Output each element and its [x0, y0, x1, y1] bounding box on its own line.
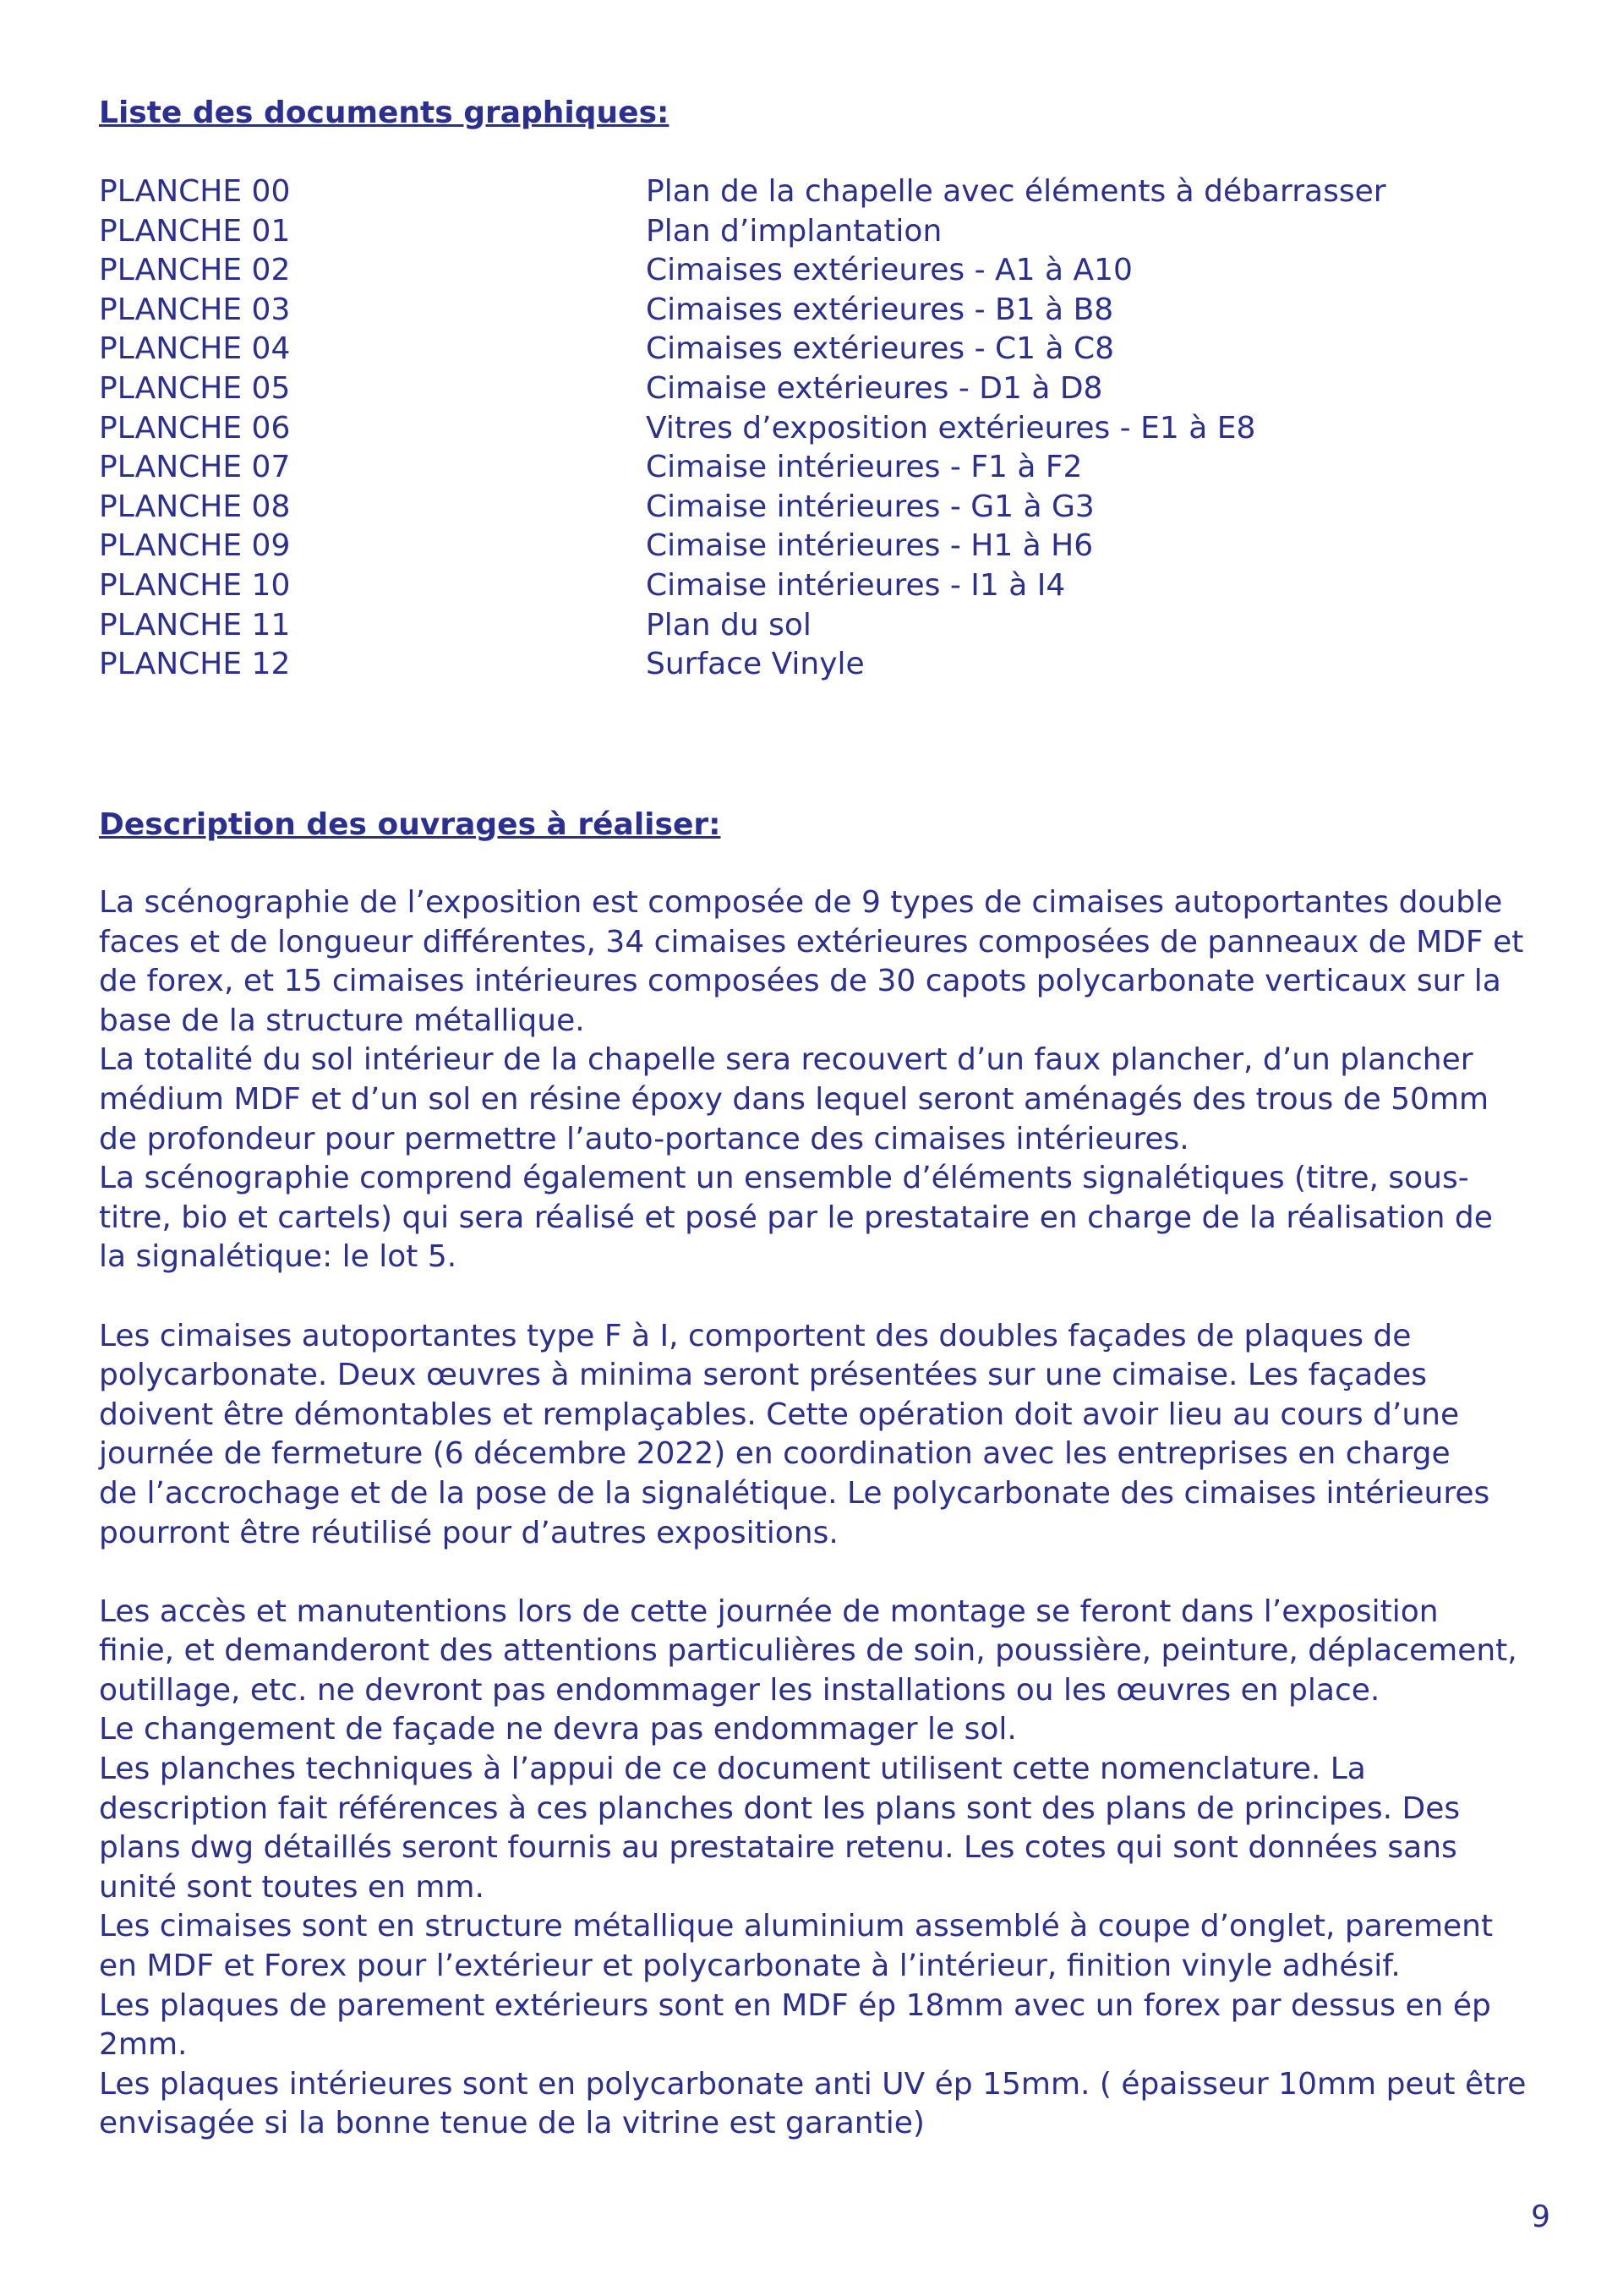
page-number: 9	[1531, 2200, 1550, 2234]
description-line: Le changement de façade ne devra pas endommager le sol.	[99, 1712, 1017, 1747]
paragraph-gap	[99, 1277, 1544, 1317]
description-line: envisagée si la bonne tenue de la vitrine est garantie)	[99, 2106, 925, 2141]
description-line: La totalité du sol intérieur de la chapelle sera recouvert d’un faux plancher, d’un plancher	[99, 1042, 1473, 1078]
description-line: polycarbonate. Deux œuvres à minima seront présentées sur une cimaise. Les façades	[99, 1358, 1427, 1393]
planche-title: Vitres d’exposition extérieures - E1 à E8	[646, 410, 1256, 446]
description-line: titre, bio et cartels) qui sera réalisé et posé par le prestataire en charge de la réalisation de	[99, 1200, 1493, 1235]
planche-title: Cimaises extérieures - B1 à B8	[646, 292, 1114, 327]
planche-code: PLANCHE 12	[99, 647, 291, 682]
description-line: de profondeur pour permettre l’auto-portance des cimaises intérieures.	[99, 1121, 1189, 1156]
planche-code: PLANCHE 11	[99, 607, 291, 642]
planche-code: PLANCHE 07	[99, 450, 291, 485]
description-line: finie, et demanderont des attentions particulières de soin, poussière, peinture, déplacement,	[99, 1633, 1517, 1669]
description-line: unité sont toutes en mm.	[99, 1869, 484, 1905]
description-line: Les planches techniques à l’appui de ce document utilisent cette nomenclature. La	[99, 1752, 1366, 1787]
document-list-row	[99, 448, 1536, 488]
document-list-row	[99, 645, 1536, 685]
description-line: Les cimaises autoportantes type F à I, comportent des doubles façades de plaques de	[99, 1318, 1412, 1353]
planche-code: PLANCHE 03	[99, 292, 291, 327]
planche-code: PLANCHE 09	[99, 528, 291, 564]
planche-code: PLANCHE 01	[99, 213, 291, 249]
document-list-row	[99, 172, 1536, 212]
description-line: Les accès et manutentions lors de cette journée de montage se feront dans l’exposition	[99, 1594, 1439, 1629]
planche-code: PLANCHE 05	[99, 370, 291, 406]
document-list-row	[99, 330, 1536, 369]
document-list-row	[99, 566, 1536, 606]
description-body	[99, 883, 1544, 2144]
description-line: Les cimaises sont en structure métallique aluminium assemblé à coupe d’onglet, parement	[99, 1909, 1494, 1944]
description-line: Les plaques intérieures sont en polycarbonate anti UV ép 15mm. ( épaisseur 10mm peut être	[99, 2066, 1527, 2102]
documents-list-heading: Liste des documents graphiques:	[99, 96, 669, 130]
planche-code: PLANCHE 10	[99, 567, 291, 603]
paragraph-gap	[99, 1553, 1544, 1593]
description-line: faces et de longueur différentes, 34 cimaises extérieures composées de panneaux de MDF et	[99, 924, 1524, 959]
planche-title: Cimaise intérieures - I1 à I4	[646, 567, 1066, 603]
document-list-row	[99, 527, 1536, 566]
documents-list	[99, 172, 1536, 685]
description-line: plans dwg détaillés seront fournis au prestataire retenu. Les cotes qui sont données sans	[99, 1830, 1457, 1866]
planche-code: PLANCHE 02	[99, 253, 291, 288]
planche-title: Cimaise intérieures - F1 à F2	[646, 450, 1083, 485]
document-list-row	[99, 369, 1536, 409]
description-line: de l’accrochage et de la pose de la signalétique. Le polycarbonate des cimaises intérieures	[99, 1475, 1490, 1511]
description-line: La scénographie de l’exposition est composée de 9 types de cimaises autoportantes double	[99, 885, 1503, 920]
planche-title: Cimaise intérieures - H1 à H6	[646, 528, 1094, 564]
description-line: journée de fermeture (6 décembre 2022) en coordination avec les entreprises en charge	[99, 1436, 1451, 1472]
planche-title: Cimaises extérieures - A1 à A10	[646, 253, 1133, 288]
description-line: outillage, etc. ne devront pas endommager les installations ou les œuvres en place.	[99, 1672, 1380, 1708]
planche-title: Plan du sol	[646, 607, 812, 642]
description-line: doivent être démontables et remplaçables. Cette opération doit avoir lieu au cours d’une	[99, 1397, 1460, 1432]
document-list-row	[99, 291, 1536, 331]
description-line: description fait références à ces planches dont les plans sont des plans de principes. Des	[99, 1790, 1461, 1826]
planche-code: PLANCHE 08	[99, 489, 291, 524]
planche-code: PLANCHE 06	[99, 410, 291, 446]
planche-code: PLANCHE 04	[99, 331, 291, 367]
description-line: base de la structure métallique.	[99, 1003, 585, 1038]
description-line: Les plaques de parement extérieurs sont en MDF ép 18mm avec un forex par dessus en ép	[99, 1987, 1491, 2023]
planche-title: Cimaises extérieures - C1 à C8	[646, 331, 1115, 367]
planche-title: Surface Vinyle	[646, 647, 865, 682]
document-list-row	[99, 212, 1536, 252]
planche-title: Cimaise extérieures - D1 à D8	[646, 370, 1103, 406]
description-line: médium MDF et d’un sol en résine époxy dans lequel seront aménagés des trous de 50mm	[99, 1081, 1489, 1117]
description-heading: Description des ouvrages à réaliser:	[99, 807, 721, 842]
description-line: la signalétique: le lot 5.	[99, 1239, 457, 1275]
planche-title: Plan de la chapelle avec éléments à débarrasser	[646, 174, 1386, 209]
description-line: pourront être réutilisé pour d’autres expositions.	[99, 1515, 839, 1550]
description-line: 2mm.	[99, 2027, 188, 2063]
planche-title: Plan d’implantation	[646, 213, 943, 249]
description-line: La scénographie comprend également un ensemble d’éléments signalétiques (titre, sous-	[99, 1161, 1469, 1196]
document-list-row	[99, 409, 1536, 449]
planche-title: Cimaise intérieures - G1 à G3	[646, 489, 1095, 524]
description-line: de forex, et 15 cimaises intérieures composées de 30 capots polycarbonate verticaux sur la	[99, 964, 1501, 999]
document-list-row	[99, 251, 1536, 291]
description-line: en MDF et Forex pour l’extérieur et polycarbonate à l’intérieur, finition vinyle adhésif.	[99, 1949, 1401, 1984]
document-list-row	[99, 488, 1536, 528]
planche-code: PLANCHE 00	[99, 174, 291, 209]
document-list-row	[99, 606, 1536, 646]
